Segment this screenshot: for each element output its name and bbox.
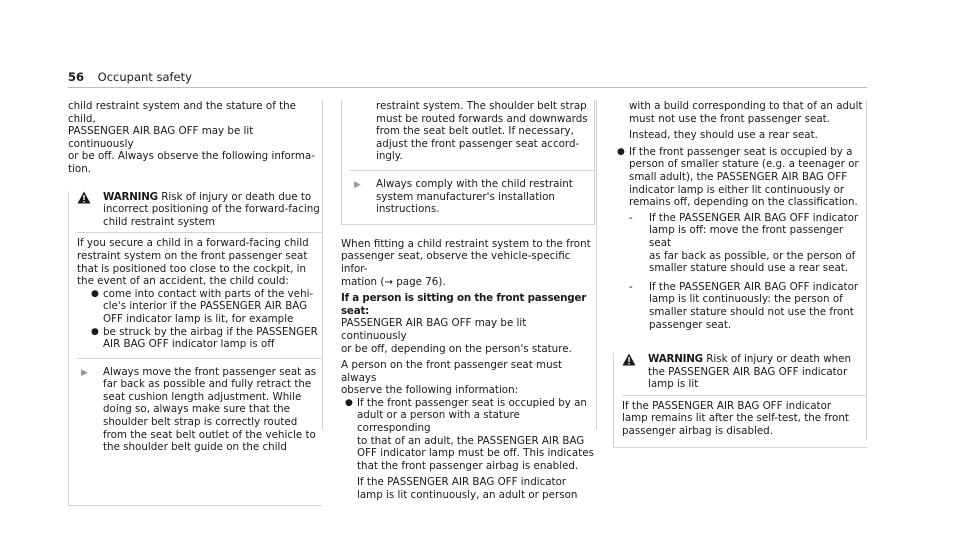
- section-title: Occupant safety: [97, 70, 192, 84]
- bullet-icon: ●: [617, 146, 625, 157]
- warning-divider: [77, 232, 322, 233]
- instead-paragraph: Instead, they should use a rear seat.: [629, 129, 818, 142]
- header-divider: [68, 87, 867, 88]
- column-1: [68, 100, 322, 506]
- warning-body: If the PASSENGER AIR BAG OFF indicator lamp remains lit after the self-test, the front passenger airbag is disabled.: [622, 399, 849, 438]
- warning-box-continued: [341, 100, 595, 225]
- warning-box: [68, 191, 322, 506]
- section-heading: If a person is sitting on the front passenger seat:: [341, 292, 587, 317]
- action-arrow-icon: ▶: [81, 367, 88, 378]
- dash-icon: -: [629, 280, 633, 293]
- intro-paragraph: child restraint system and the stature of the child, PASSENGER AIR BAG OFF may be lit continuously or be off. Always observe the following informa- tion.: [68, 100, 315, 175]
- action-divider: [77, 358, 322, 359]
- dash-icon: -: [629, 211, 633, 224]
- warning-title: WARNING Risk of injury or death when the PASSENGER AIR BAG OFF indicator lamp is lit: [614, 353, 867, 391]
- action-arrow-icon: ▶: [354, 179, 361, 190]
- list-item: ● If the front passenger seat is occupied by an adult or a person with a stature corresponding to that of an adult, the PASSENGER AIR BAG OFF indicator lamp must be off. This indicates that the front passenger airbag is enabled.: [345, 396, 594, 472]
- column-3: [613, 100, 867, 448]
- action-step: ▶ Always comply with the child restraint system manufacturer's installation instructions.: [354, 177, 573, 216]
- status-paragraph: PASSENGER AIR BAG OFF may be lit continuously or be off, depending on the person's stature.: [341, 317, 572, 355]
- warning-box: [613, 353, 867, 448]
- list-item: ● come into contact with parts of the vehi- cle's interior if the PASSENGER AIR BAG OFF indicator lamp is lit, for example: [91, 287, 314, 325]
- warning-body: If you secure a child in a forward-facing child restraint system on the front passenger seat that is positioned too close to the cockpit, in the event of an accident, the child could:: [77, 237, 309, 288]
- observe-paragraph: A person on the front passenger seat must always observe the following information:: [341, 359, 563, 397]
- page-number: 56: [68, 70, 85, 84]
- bullet-icon: ●: [91, 288, 99, 299]
- warning-continued-text: restraint system. The shoulder belt strap must be routed forwards and downwards from the seat belt outlet. If necessary, adjust the front passenger seat accord- ingly.: [376, 100, 588, 163]
- column-separator: [322, 100, 323, 430]
- sub-list-item: - If the PASSENGER AIR BAG OFF indicator lamp is off: move the front passenger seat as far back as possible, or the person of smaller stature should use a rear seat.: [629, 211, 859, 275]
- list-item: ● be struck by the airbag if the PASSENGER AIR BAG OFF indicator lamp is off: [91, 325, 318, 351]
- bullet-continued-paragraph: If the PASSENGER AIR BAG OFF indicator lamp is lit continuously, an adult or person: [357, 476, 578, 502]
- page-header: [68, 70, 192, 84]
- warning-triangle-icon: [622, 353, 636, 366]
- column-separator: [866, 100, 867, 440]
- column-separator: [596, 100, 597, 430]
- warning-label: WARNING: [103, 190, 158, 203]
- bullet-icon: ●: [91, 326, 99, 337]
- warning-triangle-icon: [77, 191, 91, 204]
- warning-divider: [622, 395, 867, 396]
- warning-label: WARNING: [648, 353, 703, 366]
- continued-paragraph: with a build corresponding to that of an adult must not use the front passenger seat.: [629, 100, 863, 125]
- action-step: ▶ Always move the front passenger seat as far back as possible and fully retract the seat cushion length adjustment. While doing so, always make sure that the shoulder belt strap is correctly routed from the seat belt outlet of the vehicle to the shoulder belt guide on the child: [81, 365, 317, 454]
- warning-title: WARNING Risk of injury or death due to incorrect positioning of the forward-facing child restraint system: [69, 191, 322, 229]
- fitting-paragraph: When fitting a child restraint system to the front passenger seat, observe the vehicle-specific infor- mation (→ page 76).: [341, 237, 591, 288]
- bullet-icon: ●: [345, 397, 353, 408]
- list-item: ● If the front passenger seat is occupied by a person of smaller stature (e.g. a teenager or small adult), the PASSENGER AIR BAG OFF indicator lamp is either lit continuously or remains off, depending on the classification.: [617, 145, 859, 209]
- column-2: [341, 100, 595, 502]
- sub-list-item: - If the PASSENGER AIR BAG OFF indicator lamp is lit continuously: the person of smaller stature should not use the front passenger seat.: [629, 280, 859, 331]
- action-divider: [350, 170, 594, 171]
